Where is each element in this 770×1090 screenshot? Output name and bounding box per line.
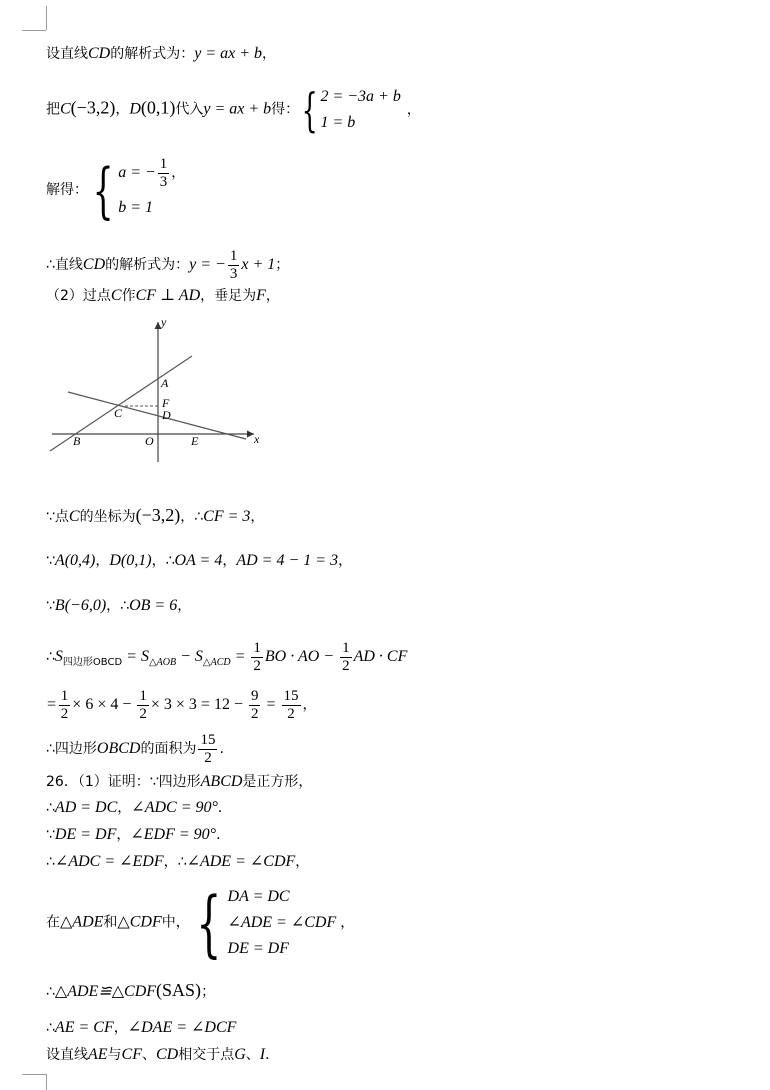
math: CF (121, 1046, 142, 1063)
math: ABCD (200, 773, 243, 790)
math: CD (88, 45, 111, 62)
line-ce (68, 392, 246, 439)
math: C (60, 100, 71, 118)
text: ∵ (46, 598, 55, 614)
math: DE = DF (227, 940, 289, 957)
text: ． (216, 827, 231, 843)
denominator: 2 (250, 706, 259, 722)
text: ； (275, 257, 290, 274)
math: − S (176, 648, 203, 666)
math: CD (82, 256, 106, 274)
math: △ADE≌△CDF (54, 983, 157, 1000)
math-row (118, 156, 185, 191)
fraction (158, 156, 170, 191)
math: CF = 3 (203, 508, 251, 525)
line-2 (46, 84, 421, 136)
text: ∵点 (46, 509, 69, 525)
text: 、 (245, 1047, 260, 1063)
text: ， (265, 288, 280, 304)
label-a: A (161, 376, 169, 390)
numerator: 1 (253, 640, 261, 656)
label-x: x (254, 432, 260, 446)
math: F (256, 287, 266, 304)
math: b = 1 (118, 199, 153, 216)
math: S (54, 648, 63, 666)
text: 与 (107, 1047, 122, 1063)
text: 和 (103, 914, 118, 931)
text: 设直线 (46, 46, 88, 62)
line-17 (46, 980, 215, 1002)
numerator: 1 (342, 640, 350, 656)
numerator: 9 (250, 688, 259, 704)
math: C (68, 508, 80, 525)
text: ，∴ (151, 553, 175, 569)
line-15 (46, 852, 309, 872)
system-brace: { (196, 881, 222, 965)
text: 的解析式为： (110, 46, 195, 62)
math: ∠ADC = 90° (131, 799, 218, 816)
fraction (228, 248, 240, 283)
math: = S (122, 648, 149, 666)
text: 解得： (46, 182, 88, 199)
text: 在 (46, 914, 60, 931)
fraction (340, 640, 352, 675)
page-corner-mark-bottom-h (22, 1074, 46, 1075)
numerator: 1 (139, 688, 147, 704)
fraction (137, 688, 149, 723)
text: ． (217, 800, 232, 816)
text: ， (222, 553, 237, 569)
text: 是正方形， (242, 774, 313, 790)
text: 代入 (175, 101, 204, 118)
equation-system (118, 156, 185, 225)
math: 1 = b (320, 114, 356, 131)
line-19 (46, 1045, 279, 1065)
text: 的坐标为 (79, 509, 136, 525)
math: D (129, 100, 141, 118)
math: DE = DF (54, 826, 117, 843)
text: ， (115, 101, 130, 118)
text: ． (265, 1047, 280, 1063)
math: G (234, 1046, 246, 1063)
denominator: 2 (60, 706, 69, 722)
text: ∴直线 (46, 257, 83, 274)
text: ∵ (46, 553, 55, 569)
text: ， (340, 914, 355, 931)
math: ∠ADE = ∠CDF (186, 853, 296, 870)
line-1 (46, 44, 276, 64)
denominator: 2 (204, 750, 212, 766)
math: y = ax + b (194, 45, 263, 62)
text: ∴ (46, 984, 55, 1000)
text: 、 (142, 1047, 156, 1063)
text: ，∴ (106, 598, 130, 614)
math: D(0,1) (109, 552, 152, 569)
numerator: 15 (283, 688, 299, 704)
line-11 (46, 732, 224, 767)
math: (SAS) (156, 980, 202, 1000)
math: AD = 4 − 1 = 3 (236, 552, 339, 569)
math: (−3,2) (135, 505, 181, 525)
math: AD = DC (54, 799, 118, 816)
numerator: 1 (159, 156, 168, 172)
math: BO · AO − (264, 648, 339, 666)
math: 2 = −3a + b (320, 88, 401, 105)
label-c: C (114, 406, 123, 420)
label-o: O (145, 434, 154, 448)
text: 设直线 (46, 1047, 88, 1063)
text: ， (262, 46, 277, 62)
denominator: 2 (342, 658, 350, 674)
line-8 (46, 596, 191, 616)
subscript: 四边形OBCD (62, 657, 123, 669)
system-brace: { (92, 155, 114, 226)
math: CD (156, 1046, 179, 1063)
text: ， (250, 509, 265, 525)
page-corner-mark-bottom (46, 1074, 47, 1090)
subscript: △AOB (148, 657, 177, 669)
equation-system (320, 84, 400, 136)
denominator: 2 (139, 706, 147, 722)
math: ∠EDF = 90° (130, 826, 217, 843)
line-13 (46, 798, 232, 818)
text: . (219, 741, 224, 758)
fraction (59, 688, 71, 723)
page-corner-mark-top-h (22, 30, 46, 31)
text: ∴ (46, 800, 55, 816)
line-16 (46, 881, 355, 965)
line-10 (46, 688, 317, 723)
text: ∴ (46, 854, 55, 870)
text: 的面积为 (140, 741, 197, 758)
text: ， (95, 553, 110, 569)
text: ， (338, 553, 353, 569)
fraction (249, 688, 261, 723)
text: ∴四边形 (46, 741, 97, 758)
text: ， (302, 697, 317, 714)
denominator: 3 (229, 266, 238, 282)
fraction (282, 688, 301, 723)
math: y = ax + b (203, 100, 272, 118)
text: ， (117, 800, 132, 816)
math: x + 1 (241, 256, 276, 274)
math: CF ⊥ AD (135, 287, 201, 304)
label-b: B (73, 434, 81, 448)
math: DA = DC (227, 888, 290, 905)
line-18 (46, 1018, 236, 1038)
label-e: E (191, 434, 199, 448)
numerator: 1 (60, 688, 69, 704)
line-14 (46, 825, 230, 845)
text: ，∴ (180, 509, 204, 525)
text: ， (406, 101, 421, 118)
equation-system (228, 884, 337, 962)
page-corner-mark-top (46, 6, 47, 30)
denominator: 3 (159, 174, 168, 190)
math: (−3,2) (70, 97, 116, 118)
text: 的解析式为： (105, 257, 190, 274)
text: 得： (271, 101, 300, 118)
math: OB = 6 (129, 597, 178, 614)
system-brace: { (301, 83, 318, 137)
line-3 (46, 156, 185, 225)
math: = (46, 696, 57, 714)
text: ∵ (46, 827, 55, 843)
line-5 (46, 286, 280, 306)
subscript: △ACD (202, 657, 231, 669)
math: OA = 4 (174, 552, 223, 569)
math: × 3 × 3 = 12 − (150, 696, 247, 714)
math: y = − (189, 256, 226, 274)
math: a = − (118, 164, 156, 182)
line-6 (46, 505, 264, 527)
math: ∠ADE = ∠CDF (227, 914, 337, 931)
text: ， (177, 598, 192, 614)
math: A(0,4) (54, 552, 96, 569)
numerator: 1 (229, 248, 238, 264)
label-d: D (162, 408, 171, 422)
numerator: 15 (200, 732, 216, 748)
text: 26．（1）证明：∵四边形 (46, 774, 201, 790)
math: △CDF (117, 913, 162, 931)
math: I (259, 1046, 266, 1063)
math: OBCD (96, 740, 141, 758)
label-f: F (162, 396, 170, 410)
math: AE (88, 1046, 108, 1063)
text: ，垂足为 (200, 288, 257, 304)
line-9 (46, 640, 407, 675)
text: ， (295, 854, 310, 870)
text: 作 (121, 288, 136, 304)
coordinate-figure (40, 314, 280, 464)
math: ∠DAE = ∠DCF (127, 1019, 237, 1036)
text: ； (201, 984, 216, 1000)
math: △ADE (60, 913, 104, 931)
math: ∠ADC = ∠EDF (54, 853, 164, 870)
line-12 (46, 772, 312, 792)
math: (0,1) (140, 97, 176, 118)
fraction (198, 732, 217, 767)
math: B(−6,0) (54, 597, 107, 614)
fraction (251, 640, 263, 675)
math: × 6 × 4 − (72, 696, 136, 714)
text: ，∴ (163, 854, 187, 870)
label-y: y (161, 315, 167, 329)
denominator: 2 (287, 706, 295, 722)
text: 中， (161, 914, 190, 931)
text: ∴ (46, 1020, 55, 1036)
math: C (110, 287, 122, 304)
text: 把 (46, 101, 60, 118)
text: （2）过点 (46, 288, 111, 304)
math: = (262, 696, 280, 714)
text: ， (113, 1020, 128, 1036)
line-4 (46, 248, 289, 283)
math: = (230, 648, 250, 666)
math: AE = CF (54, 1019, 114, 1036)
text: ∴ (46, 649, 55, 666)
line-ab (50, 356, 192, 451)
text: ， (171, 165, 186, 182)
line-7 (46, 551, 352, 571)
denominator: 2 (253, 658, 261, 674)
math: AD · CF (353, 648, 408, 666)
text: ， (116, 827, 131, 843)
text: 相交于点 (178, 1047, 235, 1063)
